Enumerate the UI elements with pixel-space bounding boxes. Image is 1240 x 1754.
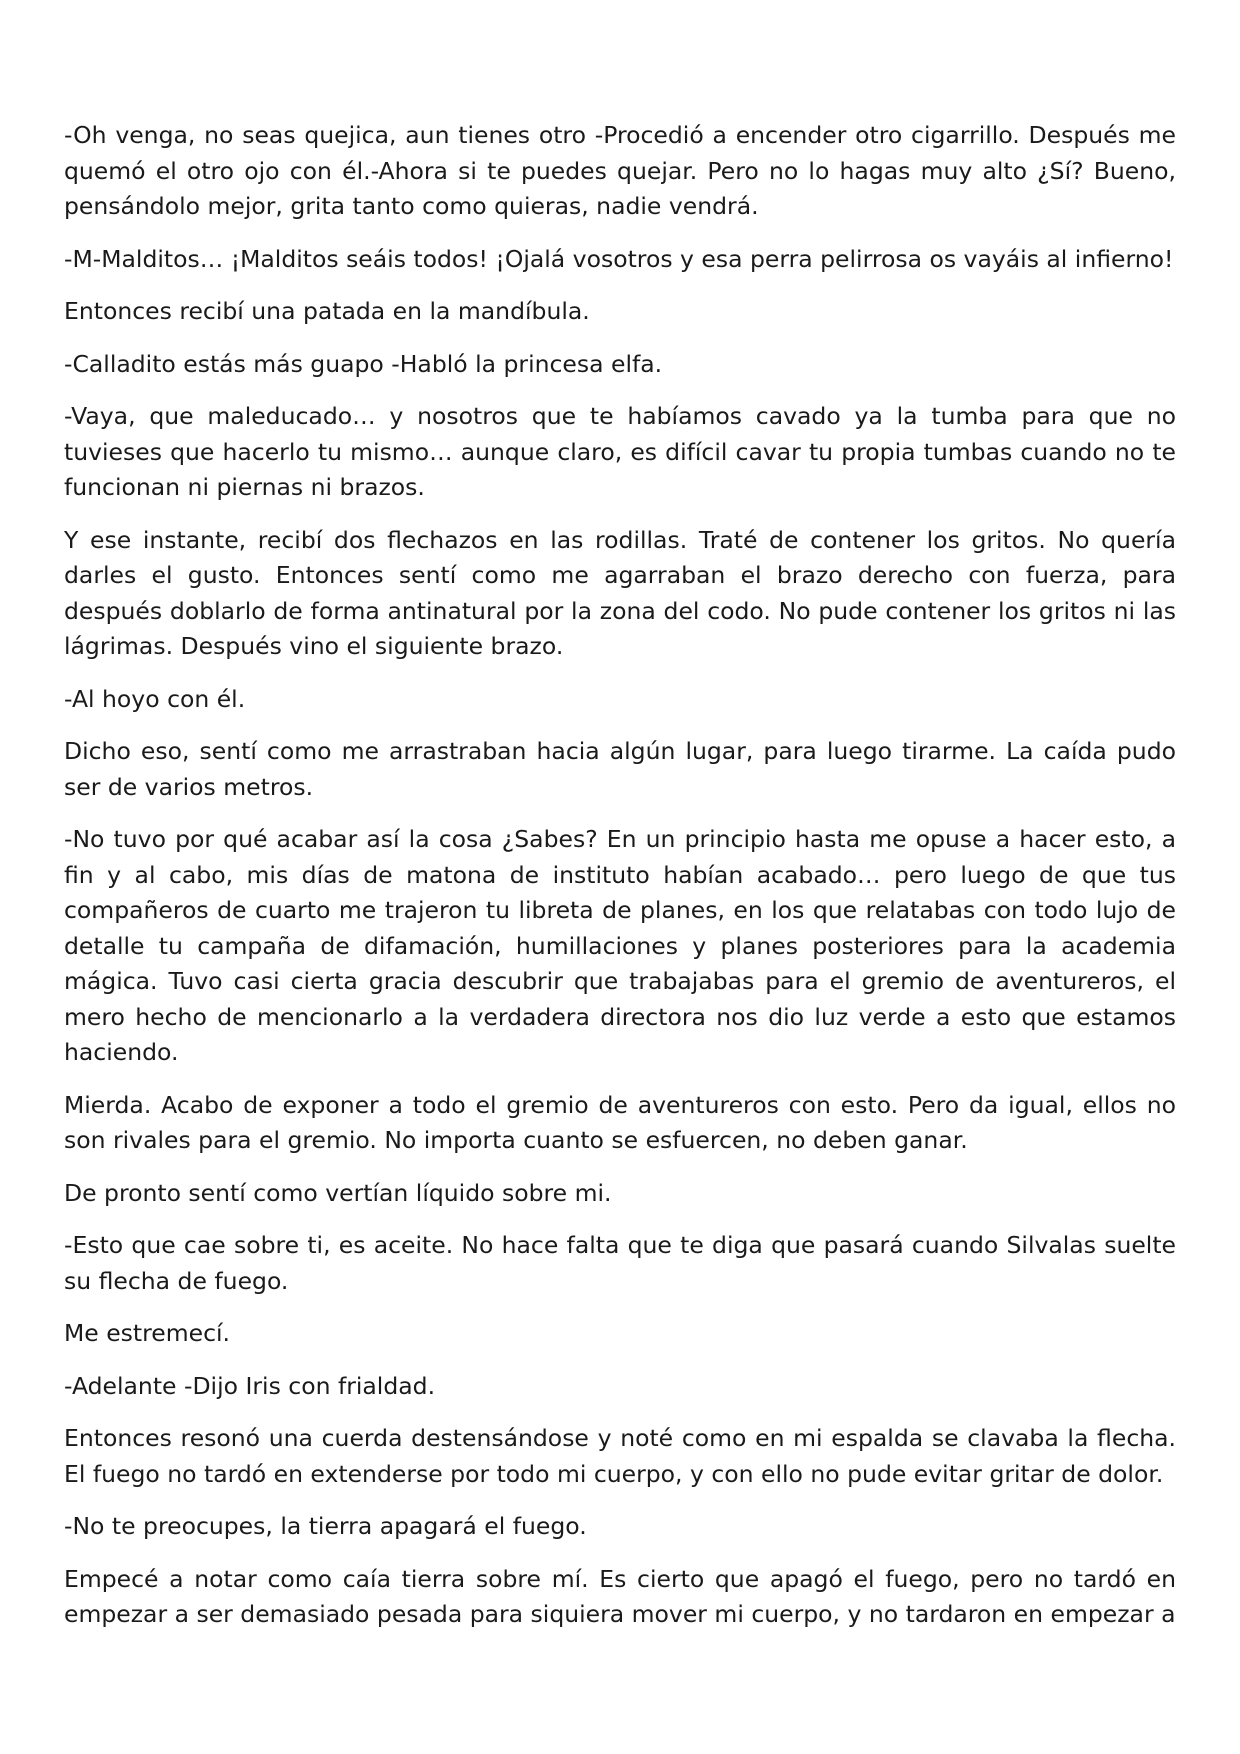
- paragraph-15: Entonces resonó una cuerda destensándose y noté como en mi espalda se clavaba la flecha. El fuego no tardó en extenderse por todo mi cuerpo, y con ello no pude evitar gritar de dolor.: [64, 1424, 1176, 1488]
- paragraph-14: -Adelante -Dijo Iris con frialdad.: [64, 1371, 436, 1400]
- paragraph-12: -Esto que cae sobre ti, es aceite. No hace falta que te diga que pasará cuando Silvalas suelte su flecha de fuego.: [64, 1231, 1176, 1295]
- paragraph-16: -No te preocupes, la tierra apagará el fuego.: [64, 1512, 587, 1540]
- paragraph-2: -M-Malditos… ¡Malditos seáis todos! ¡Ojalá vosotros y esa perra pelirrosa os vayáis al infierno!: [64, 244, 1174, 273]
- paragraph-9: -No tuvo por qué acabar así la cosa ¿Sabes? En un principio hasta me opuse a hacer esto, a fin y al cabo, mis días de matona de instituto habían acabado… pero luego de que tus compañeros de cuarto me trajeron tu libreta de planes, en los que relatabas con todo lujo de detalle tu campaña de difamación, humillaciones y planes posteriores para la academia mágica. Tuvo casi cierta gracia descubrir que trabajabas para el gremio de aventureros, el mero hecho de mencionarlo a la verdadera directora nos dio luz verde a esto que estamos haciendo.: [64, 825, 1176, 1066]
- document-page: [64, 118, 1176, 1650]
- paragraph-11: De pronto sentí como vertían líquido sobre mi.: [64, 1178, 612, 1207]
- paragraph-4: -Calladito estás más guapo -Habló la princesa elfa.: [64, 349, 663, 378]
- paragraph-13: Me estremecí.: [64, 1319, 230, 1347]
- paragraph-3: Entonces recibí una patada en la mandíbula.: [64, 297, 590, 325]
- paragraph-7: -Al hoyo con él.: [64, 684, 246, 713]
- paragraph-5: -Vaya, que maleducado… y nosotros que te habíamos cavado ya la tumba para que no tuvieses que hacerlo tu mismo… aunque claro, es difícil cavar tu propia tumbas cuando no te funcionan ni piernas ni brazos.: [64, 402, 1176, 501]
- paragraph-10: Mierda. Acabo de exponer a todo el gremio de aventureros con esto. Pero da igual, ellos no son rivales para el gremio. No importa cuanto se esfuercen, no deben ganar.: [64, 1090, 1176, 1154]
- paragraph-6: Y ese instante, recibí dos flechazos en las rodillas. Traté de contener los gritos. No quería darles el gusto. Entonces sentí como me agarraban el brazo derecho con fuerza, para después doblarlo de forma antinatural por la zona del codo. No pude contener los gritos ni las lágrimas. Después vino el siguiente brazo.: [64, 525, 1176, 660]
- paragraph-8: Dicho eso, sentí como me arrastraban hacia algún lugar, para luego tirarme. La caída pudo ser de varios metros.: [64, 737, 1176, 801]
- paragraph-1: -Oh venga, no seas quejica, aun tienes otro -Procedió a encender otro cigarrillo. Después me quemó el otro ojo con él.-Ahora si te puedes quejar. Pero no lo hagas muy alto ¿Sí? Bueno, pensándolo mejor, grita tanto como quieras, nadie vendrá.: [64, 121, 1176, 220]
- paragraph-17: Empecé a notar como caía tierra sobre mí. Es cierto que apagó el fuego, pero no tardó en empezar a ser demasiado pesada para siquiera mover mi cuerpo, y no tardaron en empezar a: [64, 1564, 1176, 1628]
